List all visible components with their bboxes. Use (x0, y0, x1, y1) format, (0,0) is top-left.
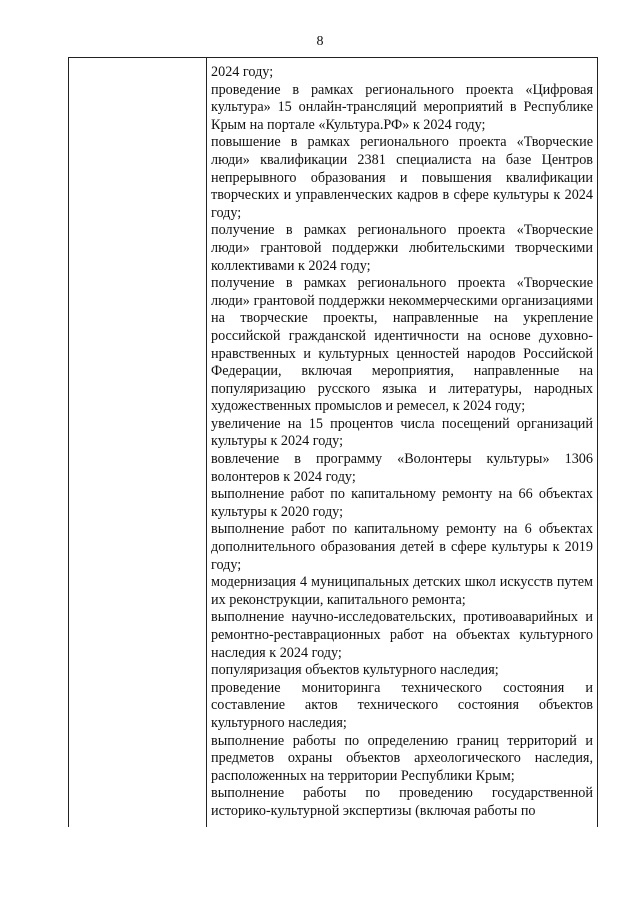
list-item: выполнение работы по определению границ территорий и предметов охраны объектов археологического наследия, расположенных на территории Республики Крым; (211, 732, 593, 784)
list-item: повышение в рамках регионального проекта «Творческие люди» квалификации 2381 специалиста на базе Центров непрерывного образования и повышения квалификации творческих и управленческих кадров в сфере культуры к 2024 году; (211, 134, 593, 221)
document-table (68, 57, 598, 827)
list-item: популяризация объектов культурного наследия; (211, 662, 499, 679)
list-item: проведение мониторинга технического состояния и составление актов технического состояния объектов культурного наследия; (211, 679, 593, 731)
table-right-column (211, 64, 593, 821)
list-item: проведение в рамках регионального проекта «Цифровая культура» 15 онлайн-трансляций мероприятий в Республике Крым на портале «Культура.РФ» к 2024 году; (211, 81, 593, 133)
page-number: 8 (316, 34, 324, 49)
list-item: получение в рамках регионального проекта «Творческие люди» грантовой поддержки некоммерческими организациями на творческие проекты, направленные на укрепление российской гражданской идентичности на основе духовно-нравственных и культурных ценностей народов Российской Федерации, включая мероприятия, направленные на популяризацию русского языка и литературы, народных художественных промыслов и ремесел, к 2024 году; (211, 275, 593, 415)
list-item: увеличение на 15 процентов числа посещений организаций культуры к 2024 году; (211, 415, 593, 450)
list-item: вовлечение в программу «Волонтеры культуры» 1306 волонтеров к 2024 году; (211, 451, 593, 485)
list-item: выполнение работы по проведению государственной историко-культурной экспертизы (включая работы по (211, 785, 593, 819)
list-item: 2024 году; (211, 64, 274, 80)
table-left-column (69, 58, 207, 827)
list-item: модернизация 4 муниципальных детских школ искусств путем их реконструкции, капитального ремонта; (211, 574, 593, 608)
list-item: выполнение работ по капитальному ремонту на 6 объектах дополнительного образования детей в сфере культуры к 2019 году; (211, 521, 593, 573)
list-item: получение в рамках регионального проекта «Творческие люди» грантовой поддержки любительскими творческими коллективами к 2024 году; (211, 222, 593, 274)
list-item: выполнение работ по капитальному ремонту на 66 объектах культуры к 2020 году; (211, 486, 593, 520)
list-item: выполнение научно-исследовательских, противоаварийных и ремонтно-реставрационных работ на объектах культурного наследия к 2024 году; (211, 609, 593, 661)
